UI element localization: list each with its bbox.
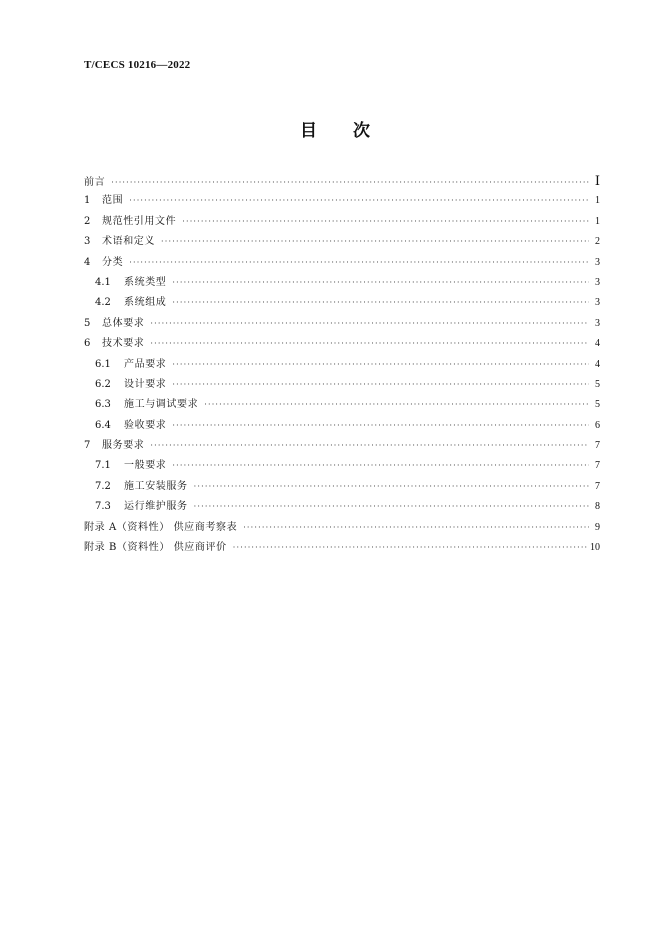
toc-entry-text: 系统组成 [124,297,167,309]
toc-entry-number: 5 [84,317,91,329]
toc-entry-text: 系统类型 [124,276,167,288]
toc-entry-text: 产品要求 [124,358,167,370]
toc-entry-text: 设计要求 [124,378,167,390]
toc-entry-number: 7.2 [95,480,111,492]
toc-entry-4[interactable] [84,253,600,273]
leader-dots [182,212,589,232]
toc-entry-number: 4.1 [95,276,111,288]
toc-entry-number: 7.1 [95,460,111,472]
toc-entry-7[interactable] [84,436,600,456]
leader-dots [233,538,587,558]
toc-entry-page: 4 [595,338,600,350]
leader-dots [204,395,589,415]
toc-entry-page: 5 [595,399,600,411]
toc-entry-text: 前言 [84,177,106,188]
leader-dots [172,416,589,436]
toc-entry-foreword[interactable] [84,171,600,191]
toc-entry-page: 3 [595,297,600,309]
leader-dots [243,518,589,538]
toc-title [0,116,670,141]
toc-entry-page: 3 [595,276,600,288]
leader-dots [129,253,589,273]
toc-entry-5[interactable] [84,314,600,334]
leader-dots [172,293,589,313]
leader-dots [172,273,589,293]
toc-entry-number: 6.3 [95,399,111,411]
leader-dots [150,334,589,354]
leader-dots [194,477,589,497]
toc-entry-page: 2 [595,236,600,248]
toc-entry-6-2[interactable] [84,375,600,395]
toc-entry-page: 3 [595,317,600,329]
leader-dots [150,314,589,334]
toc-entry-text: 附录 B（资料性） 供应商评价 [84,542,227,554]
leader-dots [111,173,589,193]
toc-entry-page: 7 [595,440,600,452]
leader-dots [172,456,589,476]
document-code: T/CECS 10216—2022 [84,59,191,71]
toc-entry-page: 5 [595,378,600,390]
toc-entry-1[interactable] [84,191,600,211]
toc-entry-page: 7 [595,460,600,472]
toc-entry-2[interactable] [84,212,600,232]
toc-entry-7-2[interactable] [84,477,600,497]
toc-entry-number: 7.3 [95,501,111,513]
leader-dots [194,497,589,517]
toc-entry-7-1[interactable] [84,456,600,476]
toc-entry-text: 运行维护服务 [124,501,188,513]
toc-title-char-2: 次 [353,121,370,141]
toc-entry-page: 4 [595,358,600,370]
toc-entry-page: 3 [595,256,600,268]
leader-dots [172,355,589,375]
toc-entry-4-2[interactable] [84,293,600,313]
toc-entry-number: 6.4 [95,419,111,431]
toc-entry-appendix-b[interactable] [84,538,600,558]
toc-entry-text: 术语和定义 [102,236,155,248]
toc-entry-number: 6.1 [95,358,111,370]
toc-entry-number: 7 [84,440,91,452]
toc-entry-number: 4.2 [95,297,111,309]
toc-entry-text: 验收要求 [124,419,167,431]
toc-list [84,171,600,558]
toc-entry-text: 总体要求 [102,317,145,329]
toc-entry-number: 4 [84,256,91,268]
toc-entry-page: 10 [590,542,600,554]
toc-entry-number: 3 [84,236,91,248]
toc-entry-page: 1 [595,195,600,207]
toc-entry-6-4[interactable] [84,416,600,436]
leader-dots [150,436,589,456]
toc-entry-3[interactable] [84,232,600,252]
toc-entry-number: 2 [84,215,91,227]
toc-entry-text: 服务要求 [102,440,145,452]
toc-entry-page: Ⅰ [594,173,600,188]
toc-entry-text: 规范性引用文件 [102,215,177,227]
toc-entry-text: 分类 [102,256,124,268]
toc-entry-4-1[interactable] [84,273,600,293]
leader-dots [172,375,589,395]
toc-entry-6[interactable] [84,334,600,354]
toc-entry-text: 技术要求 [102,338,145,350]
toc-entry-text: 施工与调试要求 [124,399,199,411]
leader-dots [129,191,589,211]
toc-entry-7-3[interactable] [84,497,600,517]
toc-entry-page: 6 [595,419,600,431]
leader-dots [161,232,589,252]
toc-entry-number: 6.2 [95,378,111,390]
toc-entry-number: 1 [84,195,91,207]
toc-entry-text: 一般要求 [124,460,167,472]
toc-title-char-1: 目 [300,121,317,141]
toc-entry-6-1[interactable] [84,355,600,375]
toc-entry-page: 9 [595,521,600,533]
toc-entry-text: 施工安装服务 [124,480,188,492]
toc-entry-appendix-a[interactable] [84,518,600,538]
toc-entry-text: 范围 [102,195,124,207]
toc-entry-page: 7 [595,480,600,492]
toc-entry-text: 附录 A（资料性） 供应商考察表 [84,521,238,533]
toc-entry-number: 6 [84,338,91,350]
toc-entry-page: 8 [595,501,600,513]
toc-entry-page: 1 [595,215,600,227]
toc-entry-6-3[interactable] [84,395,600,415]
